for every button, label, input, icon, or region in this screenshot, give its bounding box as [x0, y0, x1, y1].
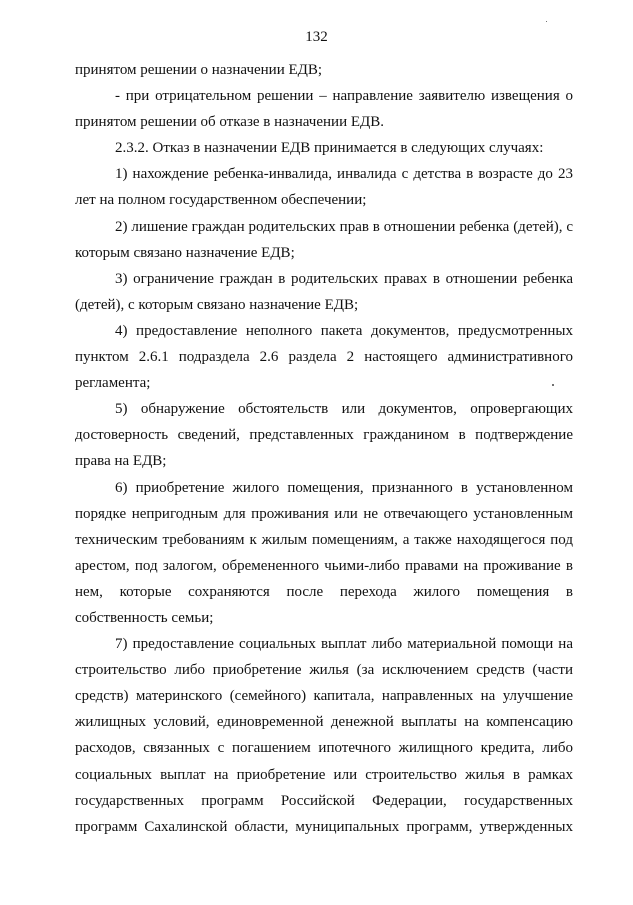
list-item-3: 3) ограничение граждан в родительских правах в отношении ребенка (детей), с которым связано назначение ЕДВ;: [75, 270, 573, 313]
page-number: 132: [305, 29, 328, 45]
scan-speck: [546, 21, 547, 22]
list-item-4: 4) предоставление неполного пакета документов, предусмотренных пунктом 2.6.1 подраздела 2.6 раздела 2 настоящего административного регламента;: [75, 322, 573, 392]
list-item-2: 2) лишение граждан родительских прав в отношении ребенка (детей), с которым связано назначение ЕДВ;: [75, 218, 573, 261]
document-body: [75, 57, 573, 840]
list-item-6: 6) приобретение жилого помещения, признанного в установленном порядке непригодным для проживания или не отвечающего установленным техническим требованиям к жилым помещениям, а также находящегося под арестом, под залогом, обремененного чьими-либо правами на проживание в нем, которые сохраняются после перехода жилого помещения в собственность семьи;: [75, 479, 573, 626]
scan-speck: [552, 384, 554, 386]
list-item-5: 5) обнаружение обстоятельств или документов, опровергающих достоверность сведений, представленных гражданином в подтверждение права на ЕДВ;: [75, 401, 573, 470]
paragraph-section-heading: 2.3.2. Отказ в назначении ЕДВ принимается в следующих случаях:: [115, 140, 544, 157]
paragraph-continuation: принятом решении о назначении ЕДВ;: [75, 62, 323, 78]
list-item-1: 1) нахождение ребенка-инвалида, инвалида с детства в возрасте до 23 лет на полном государственном обеспечении;: [75, 166, 573, 209]
list-item-7: 7) предоставление социальных выплат либо материальной помощи на строительство либо приобретение жилья (за исключением средств (части средств) материнского (семейного) капитала, направленных на улучшение жилищных условий, единовременной денежной выплаты на компенсацию расходов, связанных с погашением ипотечного жилищного кредита, либо социальных выплат на приобретение или строительство жилья в рамках государственных программ Российской Федерации, государственных программ Сахалинской области, муниципальных программ, утвержденных: [75, 636, 573, 835]
paragraph-negative-decision: - при отрицательном решении – направление заявителю извещения о принятом решении об отказе в назначении ЕДВ.: [75, 88, 573, 131]
